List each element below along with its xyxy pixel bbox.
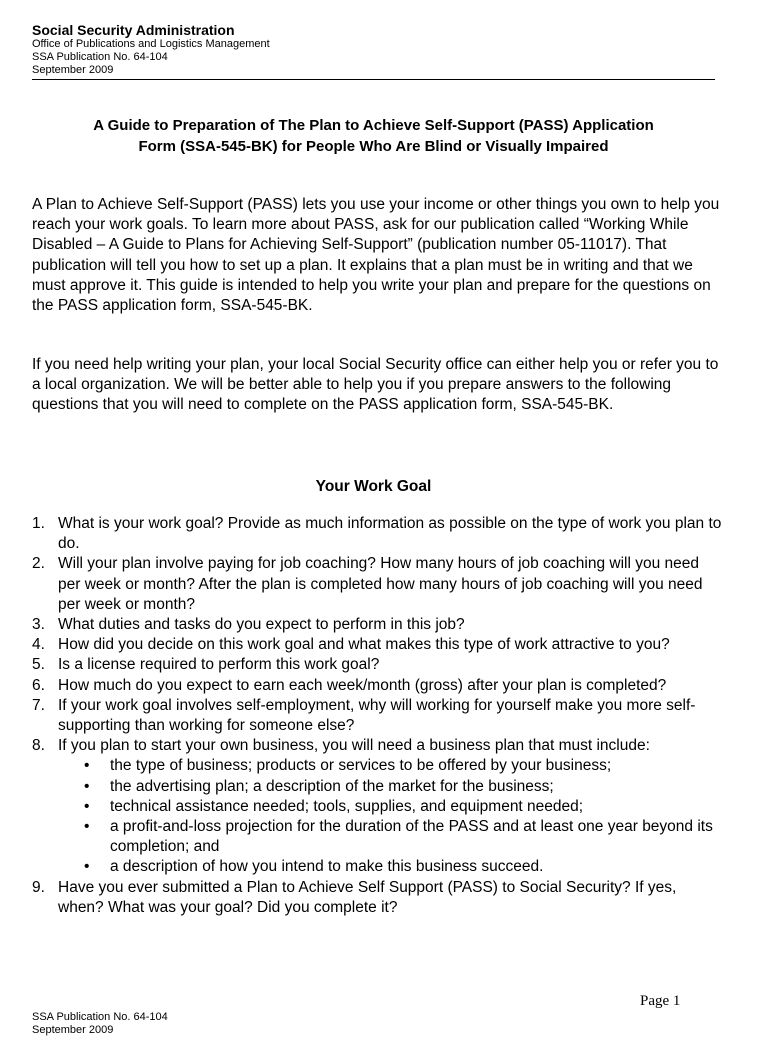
header-date: September 2009: [32, 64, 114, 76]
bullet-icon: •: [84, 777, 90, 795]
question-text: What duties and tasks do you expect to perform in this job?: [58, 616, 465, 634]
business-plan-item-text: the advertising plan; a description of the market for the business;: [110, 777, 554, 795]
question-item: [32, 514, 722, 554]
business-plan-item: [58, 756, 722, 776]
question-item: [32, 655, 722, 675]
business-plan-list: [58, 756, 722, 877]
bullet-icon: •: [84, 858, 90, 876]
question-text: Will your plan involve paying for job coaching? How many hours of job coaching will you need per week or month? After the plan is completed how many hours of job coaching will you need per week or month?: [58, 555, 703, 613]
question-item: [32, 736, 722, 877]
work-goal-question-list: [32, 514, 722, 918]
question-text: Have you ever submitted a Plan to Achieve Self Support (PASS) to Social Security? If yes, when? What was your goal? Did you complete it?: [58, 878, 677, 916]
question-number: 4.: [32, 636, 45, 654]
header-divider: [32, 79, 715, 80]
bullet-icon: •: [84, 797, 90, 815]
business-plan-item: [58, 857, 722, 877]
title-line-1: A Guide to Preparation of The Plan to Achieve Self-Support (PASS) Application: [93, 117, 654, 134]
question-text: How did you decide on this work goal and what makes this type of work attractive to you?: [58, 636, 670, 654]
document-footer: [32, 1011, 168, 1037]
business-plan-item-text: a description of how you intend to make this business succeed.: [110, 858, 544, 876]
business-plan-item: [58, 797, 722, 817]
title-line-2: Form (SSA-545-BK) for People Who Are Blind or Visually Impaired: [138, 138, 609, 155]
business-plan-item-text: a profit-and-loss projection for the duration of the PASS and at least one year beyond its completion; and: [110, 818, 713, 856]
question-number: 9.: [32, 878, 45, 896]
document-header: [32, 22, 715, 77]
question-text: How much do you expect to earn each week/month (gross) after your plan is completed?: [58, 676, 667, 694]
question-number: 1.: [32, 515, 45, 532]
question-text: If your work goal involves self-employment, why will working for yourself make you more self-supporting than working for someone else?: [58, 696, 696, 735]
question-item: [32, 615, 722, 635]
page-number: Page 1: [640, 993, 681, 1009]
section-heading-work-goal: Your Work Goal: [315, 478, 432, 495]
business-plan-item: [58, 777, 722, 797]
question-text: What is your work goal? Provide as much information as possible on the type of work you plan to do.: [58, 515, 722, 553]
footer-date: September 2009: [32, 1024, 114, 1036]
question-item: [32, 676, 722, 696]
business-plan-item-text: the type of business; products or services to be offered by your business;: [110, 757, 612, 775]
footer-publication-number: SSA Publication No. 64-104: [32, 1011, 168, 1023]
agency-name: Social Security Administration: [32, 22, 235, 38]
business-plan-item-text: technical assistance needed; tools, supplies, and equipment needed;: [110, 797, 584, 815]
bullet-icon: •: [84, 757, 90, 775]
intro-paragraph: A Plan to Achieve Self-Support (PASS) lets you use your income or other things you own to help you reach your work goals. To learn more about PASS, ask for our publication called “Working While Disabled – A Guide to Plans for Achieving Self-Support” (publication number 05-11017). That publication will tell you how to set up a plan. It explains that a plan must be in writing and that we must approve it. This guide is intended to help you write your plan and prepare for the questions on the PASS application form, SSA-545-BK.: [32, 196, 720, 315]
header-publication-number: SSA Publication No. 64-104: [32, 51, 168, 63]
office-name: Office of Publications and Logistics Management: [32, 38, 270, 50]
question-item: [32, 635, 722, 655]
question-item: [32, 878, 722, 918]
question-text: Is a license required to perform this work goal?: [58, 656, 380, 674]
question-text: If you plan to start your own business, you will need a business plan that must include:: [58, 737, 650, 755]
business-plan-item: [58, 817, 722, 857]
question-number: 5.: [32, 656, 45, 674]
question-number: 3.: [32, 616, 45, 634]
question-number: 6.: [32, 676, 45, 694]
document-title: [32, 115, 715, 157]
question-item: [32, 696, 722, 736]
help-paragraph: If you need help writing your plan, your local Social Security office can either help you or refer you to a local organization. We will be better able to help you if you prepare answers to the following questions that you will need to complete on the PASS application form, SSA-545-BK.: [32, 356, 719, 414]
bullet-icon: •: [84, 818, 90, 836]
question-number: 7.: [32, 696, 45, 714]
question-number: 2.: [32, 555, 45, 573]
question-item: [32, 554, 722, 615]
question-number: 8.: [32, 737, 45, 755]
